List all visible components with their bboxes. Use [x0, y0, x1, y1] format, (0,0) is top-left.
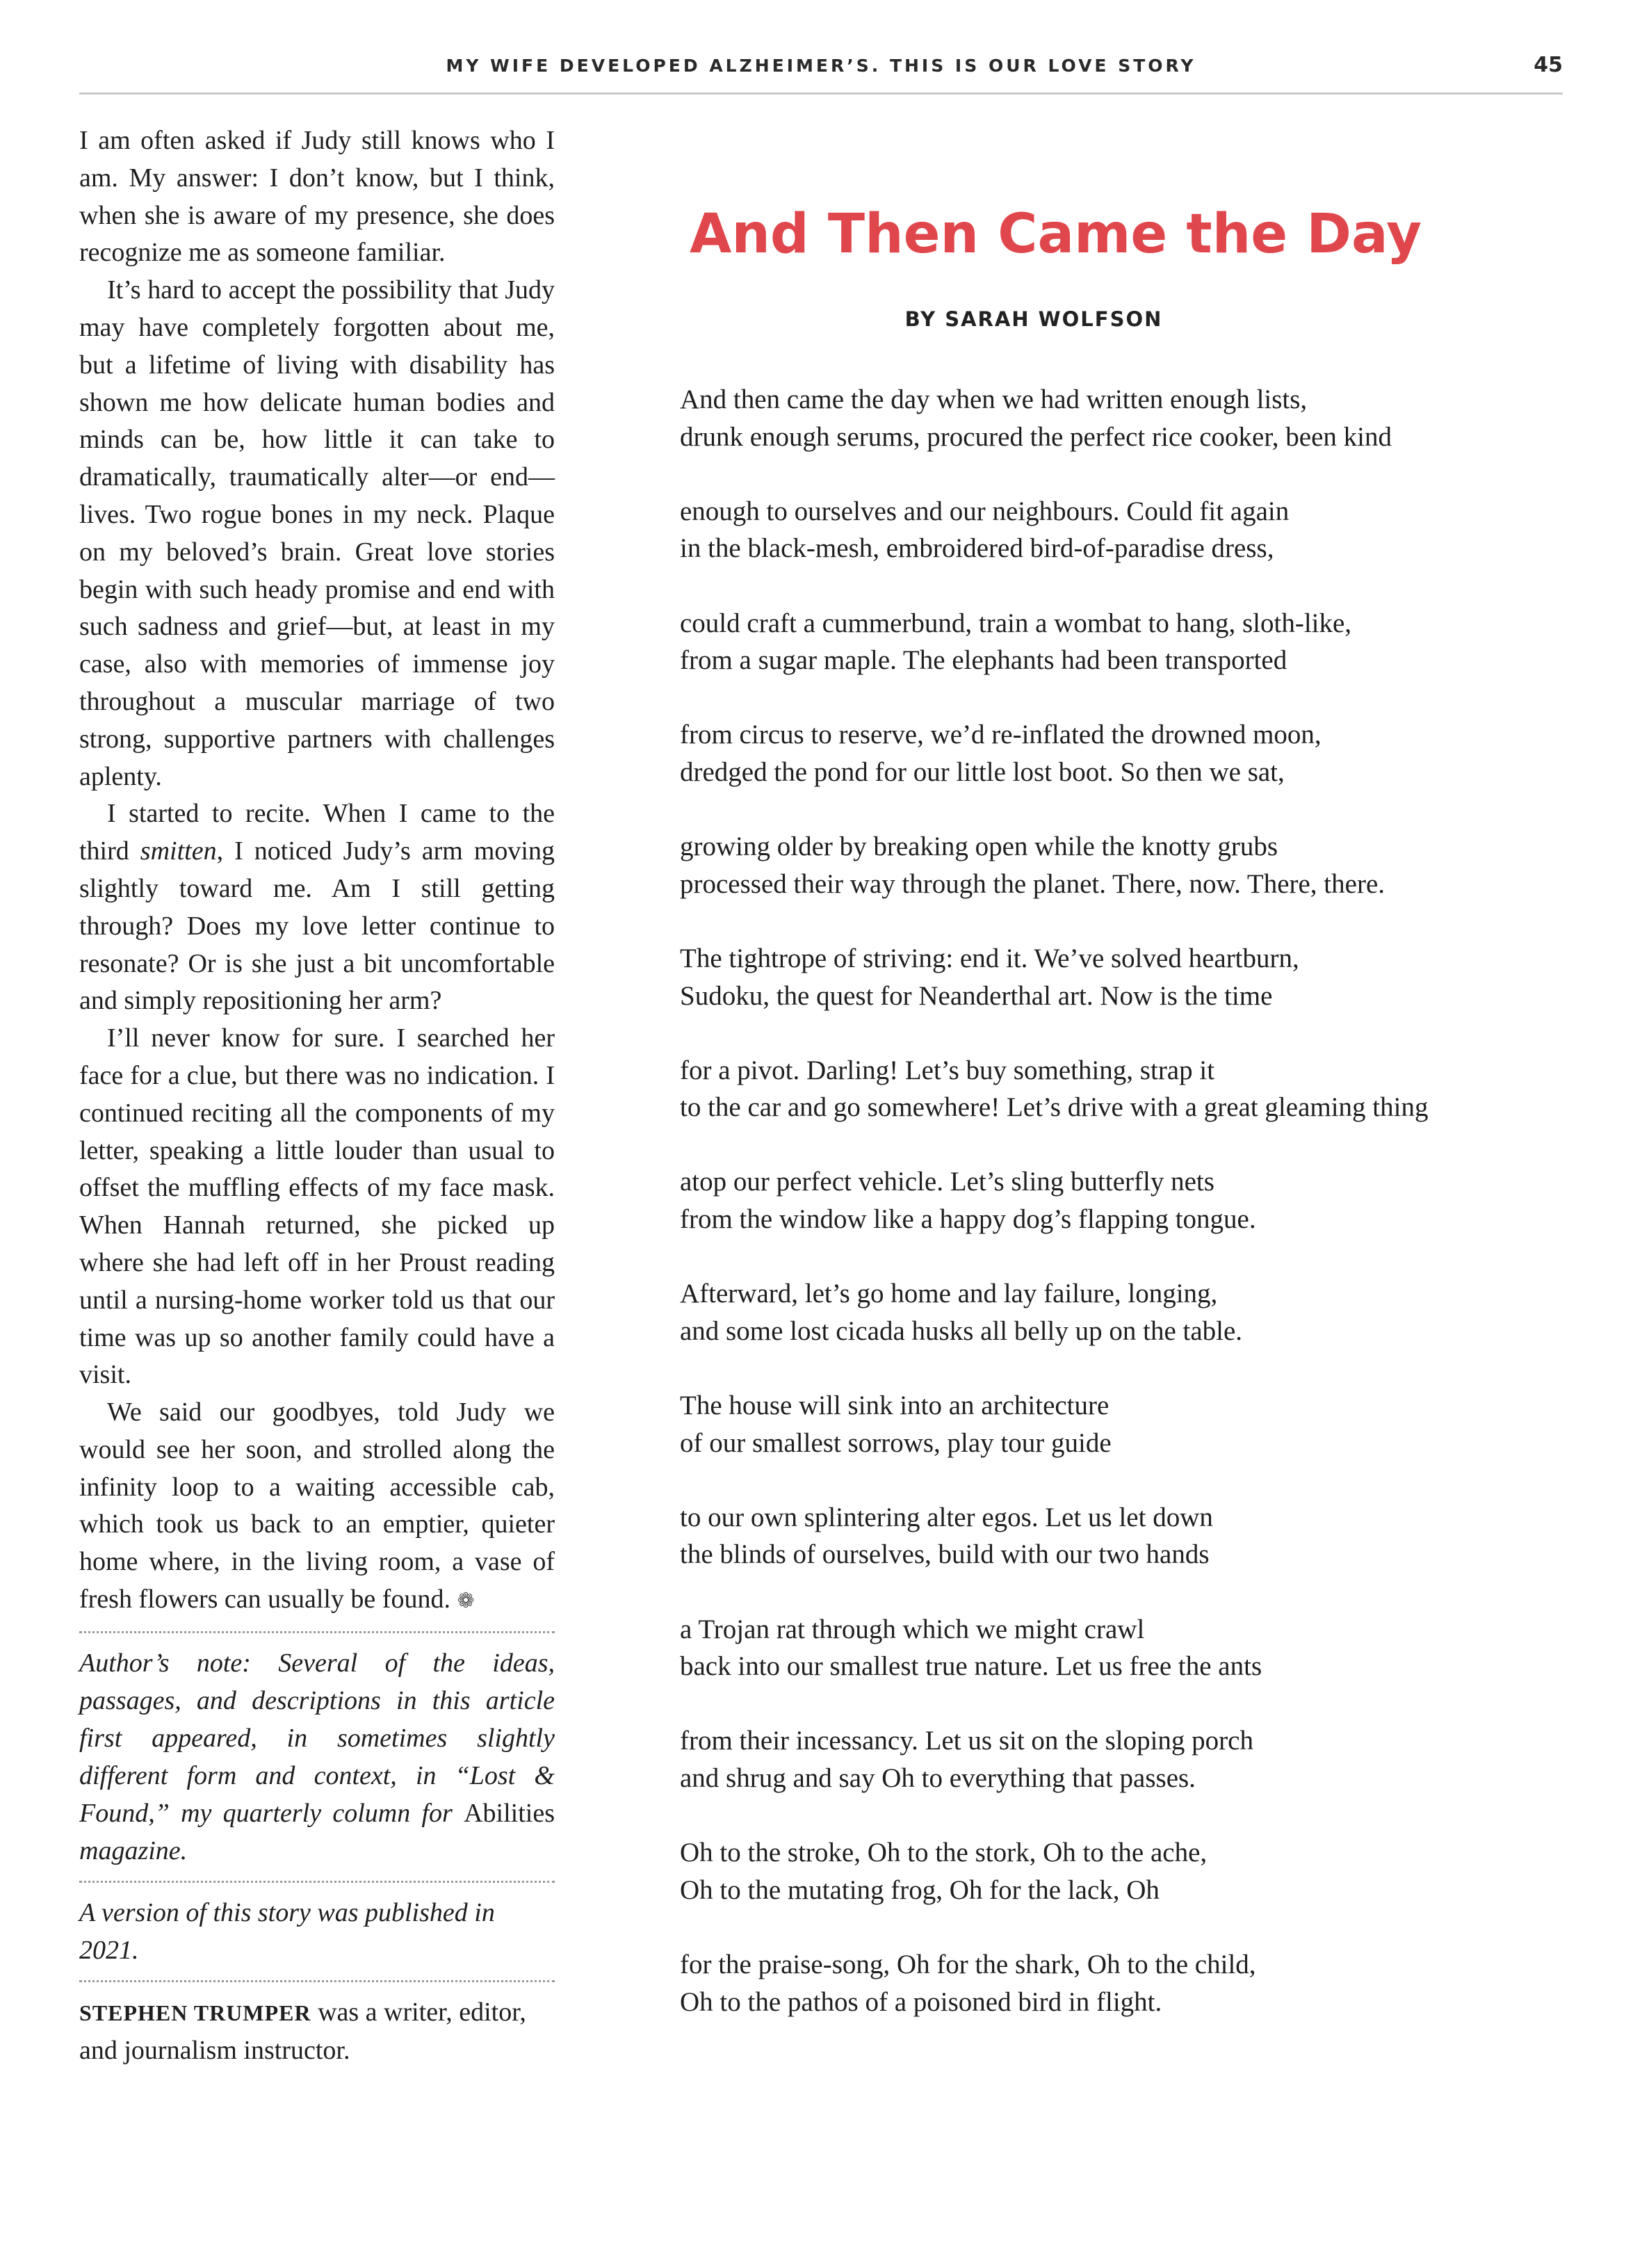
poem-line: a Trojan rat through which we might crawl — [680, 1614, 1145, 1644]
poem-stanza — [680, 605, 1563, 679]
poem-body — [680, 381, 1563, 2058]
poem-line: back into our smallest true nature. Let us free the ants — [680, 1651, 1262, 1682]
poem-stanza — [680, 1387, 1563, 1461]
article-paragraph: I’ll never know for sure. I searched her face for a clue, but there was no indication. I continued reciting all the components of my letter, speaking a little louder than usual to offset the muffling effects of my face mask. When Hannah returned, she picked up where she had left off in her Proust reading until a nursing-home worker told us that our time was up so another family could have a visit. — [79, 1023, 555, 1390]
poem-line: Oh to the mutating frog, Oh for the lack, Oh — [680, 1874, 1160, 1905]
poem-line: from the window like a happy dog’s flapping tongue. — [680, 1204, 1256, 1235]
running-title: MY WIFE DEVELOPED ALZHEIMER’S. THIS IS OUR LOVE STORY — [446, 56, 1196, 76]
poem-stanza — [680, 940, 1563, 1014]
poem-line: could craft a cummerbund, train a wombat to hang, sloth-like, — [680, 608, 1352, 638]
article-paragraph — [79, 795, 555, 1020]
author-name: STEPHEN TRUMPER — [79, 2000, 311, 2025]
magazine-name: Abilities — [464, 1798, 555, 1828]
poem-stanza — [680, 1275, 1563, 1350]
author-bio-text: was a writer, editor, and journalism instructor. — [79, 1997, 526, 2065]
poem-stanza — [680, 1834, 1563, 1909]
poem-line: to the car and go somewhere! Let’s drive with a great gleaming thing — [680, 1092, 1429, 1123]
author-note — [79, 1644, 555, 1870]
poem-line: from a sugar maple. The elephants had been transported — [680, 645, 1287, 676]
article-paragraph — [79, 1394, 555, 1620]
poem-stanza — [680, 1052, 1563, 1126]
article-column — [79, 122, 555, 2069]
end-mark-icon: ❁ — [457, 1589, 475, 1613]
poem-stanza — [680, 1946, 1563, 2020]
poem-line: dredged the pond for our little lost boot. So then we sat, — [680, 756, 1285, 787]
poem-line: Afterward, let’s go home and lay failure, longing, — [680, 1279, 1218, 1309]
paragraph-text: , I noticed Judy’s arm moving slightly toward me. Am I still getting through? Does my love letter continue to resonate? Or is she just a bit uncomfortable and simply repositioning her arm? — [79, 836, 555, 1016]
page-number: 45 — [1534, 53, 1563, 77]
poem-line: atop our perfect vehicle. Let’s sling butterfly nets — [680, 1167, 1214, 1197]
poem-line: from circus to reserve, we’d re-inflated the drowned moon, — [680, 720, 1322, 750]
poem-line: Sudoku, the quest for Neanderthal art. Now is the time — [680, 980, 1273, 1011]
poem-byline: BY SARAH WOLFSON — [904, 307, 1163, 331]
poem-stanza — [680, 716, 1563, 791]
poem-stanza — [680, 381, 1563, 455]
poem-stanza — [680, 1499, 1563, 1573]
poem-line: enough to ourselves and our neighbours. Could fit again — [680, 496, 1290, 526]
author-note-text: magazine. — [79, 1836, 188, 1865]
poem-line: The tightrope of striving: end it. We’ve solved heartburn, — [680, 943, 1299, 973]
article-body — [79, 122, 555, 1620]
author-bio — [79, 1993, 555, 2069]
dotted-divider — [79, 1881, 555, 1883]
poem-stanza — [680, 828, 1563, 902]
article-paragraph: It’s hard to accept the possibility that Judy may have completely forgotten about me, but a lifetime of living with disability has shown me how delicate human bodies and minds can be, how little it can take to dramatically, traumatically alter—or end—lives. Two rogue bones in my neck. Plaque on my beloved’s brain. Great love stories begin with such heady promise and end with such sadness and grief—but, at least in my case, also with memories of immense joy throughout a muscular marriage of two strong, supportive partners with challenges aplenty. — [79, 275, 555, 791]
poem-line: growing older by breaking open while the knotty grubs — [680, 832, 1278, 862]
poem-line: the blinds of ourselves, build with our two hands — [680, 1539, 1210, 1570]
paragraph-text: I started to recite. When I came to the third — [79, 799, 555, 866]
poem-title: And Then Came the Day — [690, 203, 1422, 266]
poem-line: Oh to the stroke, Oh to the stork, Oh to the ache, — [680, 1838, 1208, 1868]
poem-stanza — [680, 1611, 1563, 1685]
paragraph-text: We said our goodbyes, told Judy we would see her soon, and strolled along the infinity loop to a waiting accessible cab, which took us back to an emptier, quieter home where, in the living room, a vase of fresh flowers can usually be found. — [79, 1398, 555, 1614]
poem-line: processed their way through the planet. There, now. There, there. — [680, 868, 1385, 899]
italic-word: smitten — [140, 836, 217, 866]
poem-line: for a pivot. Darling! Let’s buy something, strap it — [680, 1055, 1215, 1085]
running-header — [79, 53, 1563, 95]
poem-line: for the praise-song, Oh for the shark, Oh to the child, — [680, 1949, 1256, 1979]
poem-line: of our smallest sorrows, play tour guide — [680, 1427, 1112, 1458]
poem-line: drunk enough serums, procured the perfect rice cooker, been kind — [680, 421, 1392, 452]
poem-line: from their incessancy. Let us sit on the sloping porch — [680, 1726, 1253, 1756]
poem-line: The house will sink into an architecture — [680, 1391, 1109, 1421]
author-note-text: Author’s note: Several of the ideas, passages, and descriptions in this article first appeared, in sometimes slightly different form and context, in “Lost & Found,” my quarterly column for — [79, 1648, 555, 1828]
poem-line: in the black-mesh, embroidered bird-of-paradise dress, — [680, 533, 1274, 564]
poem-stanza — [680, 1163, 1563, 1238]
poem-line: to our own splintering alter egos. Let us let down — [680, 1502, 1213, 1532]
poem-line: And then came the day when we had written enough lists, — [680, 384, 1308, 414]
poem-line: and shrug and say Oh to everything that passes. — [680, 1763, 1196, 1793]
version-note: A version of this story was published in 2021. — [79, 1897, 495, 1965]
poem-line: and some lost cicada husks all belly up on the table. — [680, 1315, 1243, 1346]
dotted-divider — [79, 1980, 555, 1982]
article-paragraph: I am often asked if Judy still knows who I am. My answer: I don’t know, but I think, when she is aware of my presence, she does recognize me as someone familiar. — [79, 126, 555, 268]
poem-stanza — [680, 493, 1563, 567]
poem-line: Oh to the pathos of a poisoned bird in flight. — [680, 1986, 1162, 2017]
dotted-divider — [79, 1631, 555, 1633]
poem-stanza — [680, 1722, 1563, 1797]
